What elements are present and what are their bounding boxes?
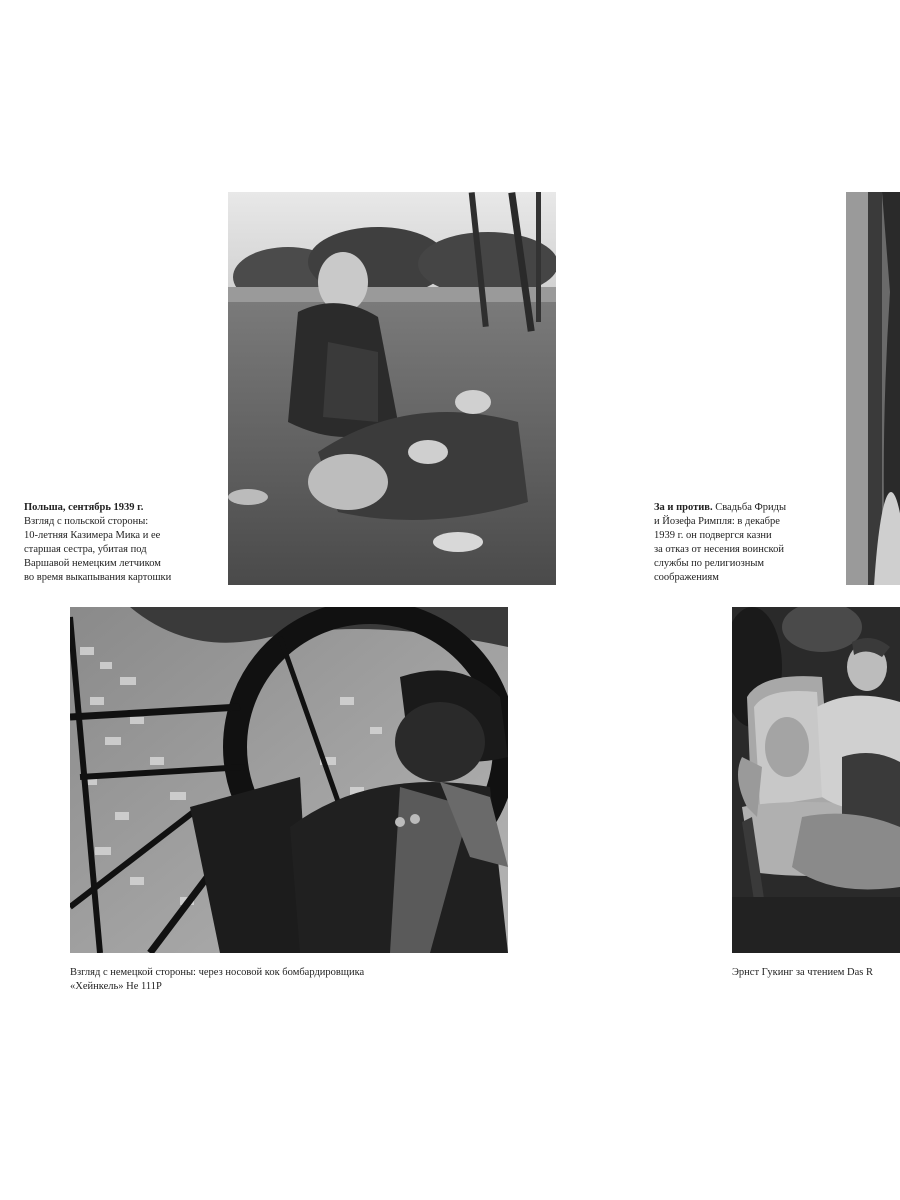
- wedding-caption-line: соображениям: [654, 572, 719, 583]
- poland-caption: [24, 501, 224, 585]
- poland-caption-line: 10-летняя Казимера Мика и ее: [24, 530, 161, 541]
- bomber-caption-line: Взгляд с немецкой стороны: через носовой кок бомбардировщика: [70, 967, 365, 978]
- wedding-caption-line: службы по религиозным: [654, 558, 765, 569]
- poland-caption-line: Варшавой немецким летчиком: [24, 558, 161, 569]
- man-reading-photo: [732, 607, 900, 953]
- poland-caption-line: Взгляд с польской стороны:: [24, 516, 149, 527]
- wedding-caption-title: За и против.: [654, 502, 713, 513]
- wedding-caption-line: за отказ от несения воинской: [654, 544, 784, 555]
- reader-caption: [732, 966, 900, 980]
- bomber-cockpit-photo: [70, 607, 508, 953]
- wedding-photo: [846, 192, 900, 585]
- bomber-caption: [70, 966, 510, 994]
- poland-caption-line: во время выкапывания картошки: [24, 572, 172, 583]
- bomber-caption-line: «Хейнкель» He 111P: [70, 981, 162, 992]
- girl-mourning-sister-photo: [228, 192, 556, 585]
- wedding-caption-line: Свадьба Фриды: [712, 502, 787, 513]
- poland-caption-title: Польша, сентябрь 1939 г.: [24, 502, 144, 513]
- poland-caption-line: старшая сестра, убитая под: [24, 544, 147, 555]
- wedding-caption-line: и Йозефа Римпля: в декабре: [654, 516, 780, 527]
- reader-caption-line: Эрнст Гукинг за чтением Das R: [732, 967, 873, 978]
- wedding-caption-line: 1939 г. он подвергся казни: [654, 530, 772, 541]
- wedding-caption: [654, 501, 844, 585]
